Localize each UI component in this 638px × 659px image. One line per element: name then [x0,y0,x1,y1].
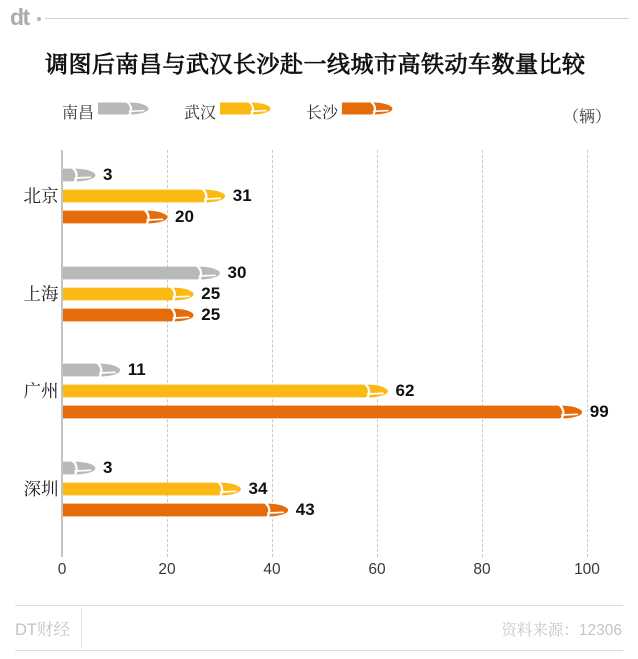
train-icon [96,102,151,120]
header-rule-dot-icon [37,17,41,21]
bar-北京-长沙 [63,210,168,224]
legend-label: 武汉 [184,104,217,122]
value-label: 3 [103,457,113,477]
legend-item-南昌 [62,100,151,123]
unit-label: （辆） [562,109,611,126]
train-bar-svg [63,461,96,475]
data-source-text: 资料来源：12306 [501,622,622,639]
category-label-上海: 上海 [23,283,59,304]
train-bar-svg [63,405,583,419]
value-label: 20 [175,207,194,226]
bar-深圳-长沙 [63,503,289,517]
bar-北京-南昌 [63,168,96,182]
bar-上海-武汉 [63,287,194,301]
bar-上海-南昌 [63,266,221,280]
category-label-深圳: 深圳 [23,478,59,499]
bar-广州-长沙 [63,405,583,419]
legend [62,101,395,121]
value-label: 43 [295,499,315,519]
footer-divider [81,608,82,648]
gridline-80 [482,150,483,557]
legend-item-武汉 [184,100,273,123]
train-bar-svg [63,384,389,398]
value-label: 62 [395,381,415,400]
value-label: 3 [103,165,113,184]
train-bar-svg [63,189,226,203]
category-label-广州: 广州 [23,381,59,401]
value-label: 30 [227,262,247,282]
value-label: 11 [127,360,146,379]
value-label: 25 [201,283,221,303]
bar-上海-长沙 [63,308,194,322]
chart-title: 调图后南昌与武汉长沙赴一线城市高铁动车数量比较 [45,51,586,77]
train-icon [340,102,395,120]
gridline-60 [377,150,378,557]
x-tick-label: 40 [263,561,281,578]
train-bar-svg [63,482,242,496]
header-rule [45,18,629,19]
bar-广州-武汉 [63,384,389,398]
value-label: 99 [589,402,609,421]
bar-广州-南昌 [63,363,121,377]
x-tick-label: 20 [158,561,176,578]
train-icon-svg [96,102,151,115]
footer-bottom-rule [15,650,623,651]
category-label-北京: 北京 [23,186,59,206]
train-icon [218,102,273,120]
footer-top-rule [15,605,623,606]
train-bar-svg [63,168,96,182]
legend-label: 长沙 [306,104,339,122]
train-bar-svg [63,503,289,517]
train-bar-svg [63,266,221,280]
footer-brand-text: DT财经 [15,621,70,639]
train-bar-svg [63,308,194,322]
train-bar-svg [63,210,168,224]
dt-logo: dt [10,4,29,30]
legend-item-长沙 [306,100,395,123]
train-bar-svg [63,287,194,301]
bar-北京-武汉 [63,189,226,203]
train-icon-svg [218,102,273,115]
legend-label: 南昌 [62,104,95,122]
train-bar-svg [63,363,121,377]
value-label: 25 [201,304,221,324]
x-tick-label: 80 [473,561,491,578]
value-label: 34 [248,478,268,498]
x-tick-label: 100 [574,561,600,578]
value-label: 31 [232,186,252,205]
gridline-100 [587,150,588,557]
train-icon-svg [340,102,395,115]
bar-深圳-南昌 [63,461,96,475]
bar-深圳-武汉 [63,482,242,496]
x-tick-label: 60 [368,561,386,578]
x-tick-label: 0 [57,561,67,578]
gridline-40 [272,150,273,557]
